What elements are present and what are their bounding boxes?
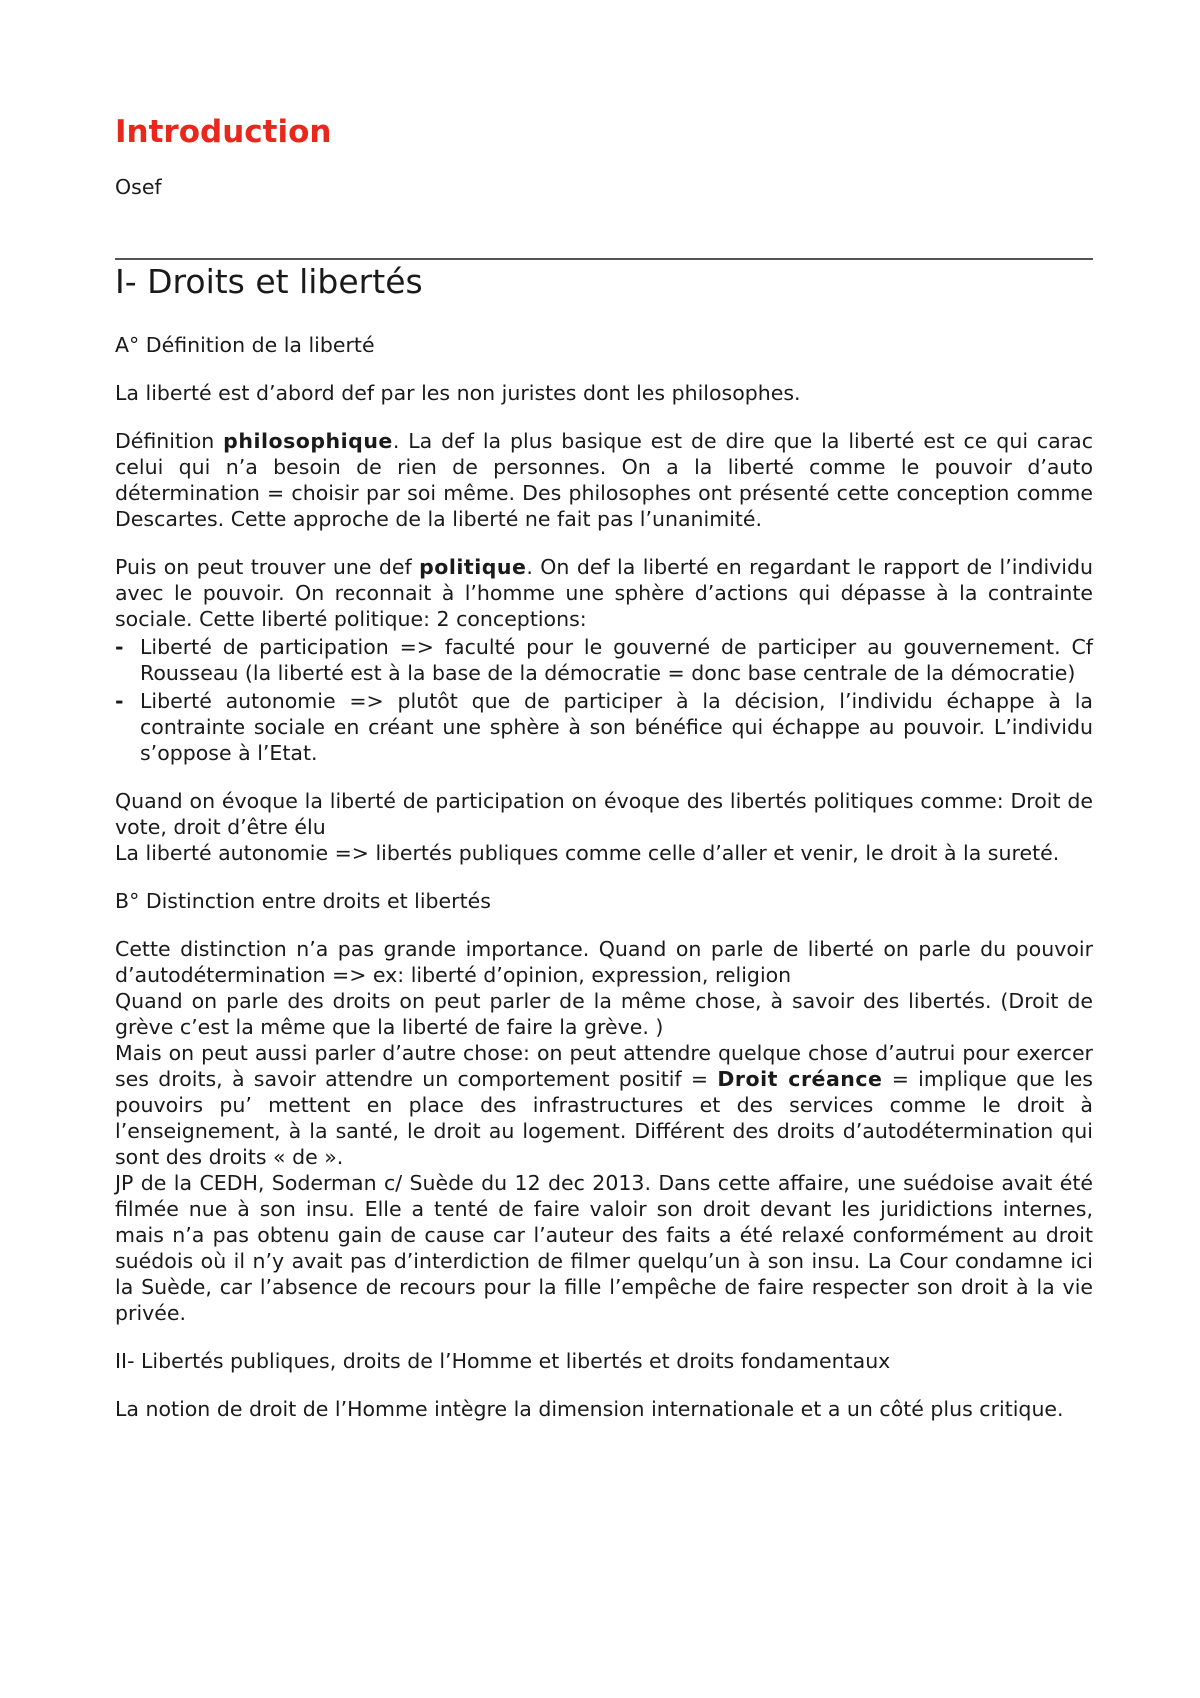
paragraph-politique-post: . On def la liberté en regardant le rapport de l’individu avec le pouvoir. On reconnait à l’homme une sphère d’actions qui dépasse à la contrainte sociale. Cette liberté politique: 2 conceptions: [115, 555, 1093, 631]
paragraph-droit-homme: La notion de droit de l’Homme intègre la dimension internationale et a un côté plus critique. [115, 1397, 1064, 1421]
paragraph-cedh: JP de la CEDH, Soderman c/ Suède du 12 dec 2013. Dans cette affaire, une suédoise avait été filmée nue à son insu. Elle a tenté de faire valoir son droit devant les juridictions internes, mais n’a pas obtenu gain de cause car l’auteur des faits a été relaxé conformément au droit suédois où il n’y avait pas d’interdiction de filmer quelqu’un à son insu. La Cour condamne ici la Suède, car l’absence de recours pour la fille l’empêche de faire respecter son droit à la vie privée. [115, 1171, 1093, 1325]
paragraph-politique-pre: Puis on peut trouver une def [115, 555, 420, 579]
conceptions-list [115, 634, 1093, 766]
list-item-text: Liberté de participation => faculté pour le gouverné de participer au gouvernement. Cf Rousseau (la liberté est à la base de la démocratie = donc base centrale de la démocratie) [140, 635, 1093, 685]
list-item-text: Liberté autonomie => plutôt que de participer à la décision, l’individu échappe à la contrainte sociale en créant une sphère à son bénéfice qui échappe au pouvoir. L’individu s’oppose à l’Etat. [140, 689, 1093, 765]
paragraph-autonomie: La liberté autonomie => libertés publiques comme celle d’aller et venir, le droit à la sureté. [115, 841, 1060, 865]
paragraph-creance-post: = implique que les pouvoirs pu’ mettent en place des infrastructures et des services comme le droit à l’enseignement, à la santé, le droit au logement. Différent des droits d’autodétermination qui sont des droits « de ». [115, 1067, 1093, 1169]
subheading-b: B° Distinction entre droits et libertés [115, 889, 491, 913]
section1-heading: I- Droits et libertés [115, 262, 423, 301]
intro-text: Osef [115, 175, 162, 199]
paragraph-philosophique [115, 428, 1093, 532]
list-item [115, 688, 1093, 766]
list-item [115, 634, 1093, 686]
paragraph-creance-pre: Mais on peut aussi parler d’autre chose: on peut attendre quelque chose d’autrui pour exercer ses droits, à savoir attendre un comportement positif = [115, 1041, 1093, 1091]
paragraph-philosophique-pre: Définition [115, 429, 224, 453]
paragraph-distinction: Cette distinction n’a pas grande importance. Quand on parle de liberté on parle du pouvoir d’autodétermination => ex: liberté d’opinion, expression, religion [115, 937, 1093, 987]
intro-heading: Introduction [115, 114, 332, 150]
keyword-politique: politique [419, 555, 527, 579]
section2-heading: II- Libertés publiques, droits de l’Homme et libertés et droits fondamentaux [115, 1349, 891, 1373]
dash-bullet: - [115, 635, 124, 659]
dash-bullet: - [115, 689, 124, 713]
paragraph-1: La liberté est d’abord def par les non juristes dont les philosophes. [115, 381, 801, 405]
paragraph-philosophique-post: . La def la plus basique est de dire que la liberté est ce qui carac celui qui n’a besoin de rien de personnes. On a la liberté comme le pouvoir d’auto détermination = choisir par soi même. Des philosophes ont présenté cette conception comme Descartes. Cette approche de la liberté ne fait pas l’unanimité. [115, 429, 1093, 531]
paragraph-participation: Quand on évoque la liberté de participation on évoque des libertés politiques comme: Droit de vote, droit d’être élu [115, 789, 1093, 839]
paragraph-droits: Quand on parle des droits on peut parler de la même chose, à savoir des libertés. (Droit de grève c’est la même que la liberté de faire la grève. ) [115, 989, 1093, 1039]
subheading-a: A° Définition de la liberté [115, 333, 375, 357]
document-page [115, 100, 1093, 1422]
paragraph-politique [115, 554, 1093, 632]
keyword-droit-creance: Droit créance [717, 1067, 883, 1091]
keyword-philosophique: philosophique [223, 429, 393, 453]
paragraph-creance [115, 1040, 1093, 1170]
